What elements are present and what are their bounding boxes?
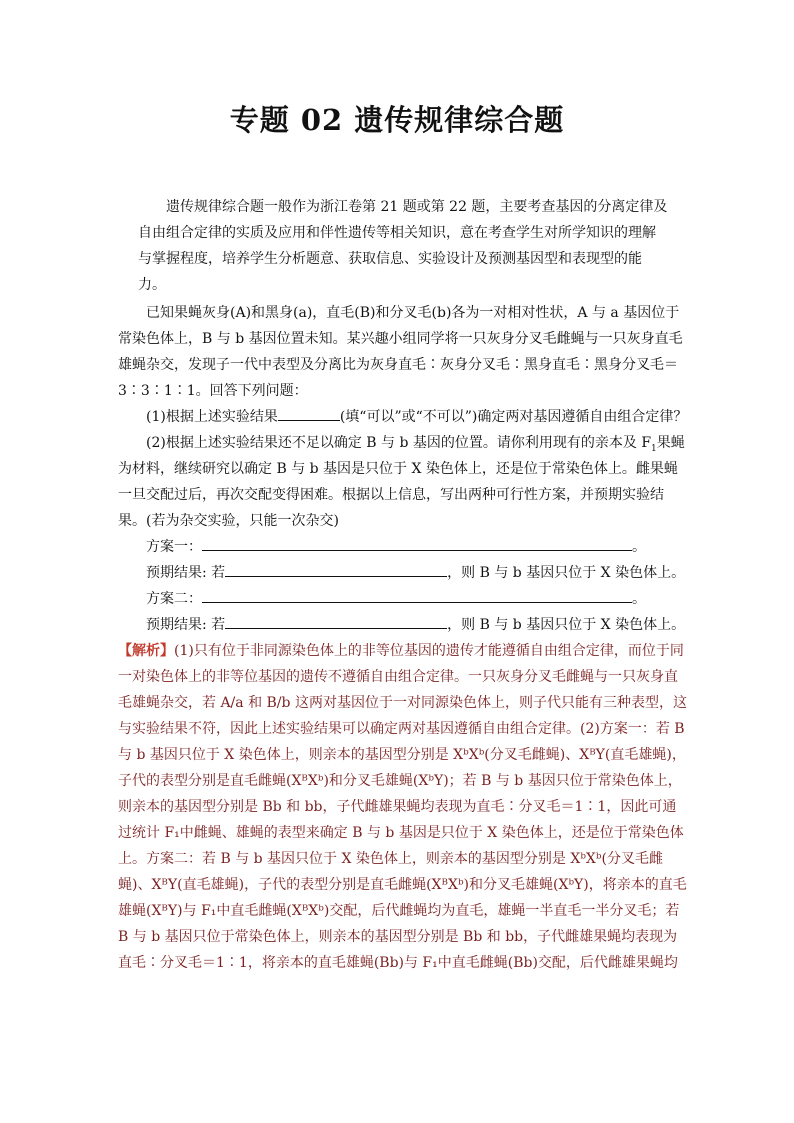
analysis-tag: 【解析】 — [118, 643, 174, 659]
plan-1-label: 方案一： — [146, 539, 202, 555]
plan-2-label: 方案二： — [146, 591, 202, 607]
question-body — [118, 300, 688, 976]
q2-text-part2: 果蝇为材料，继续研究以确定 B 与 b 基因是只位于 X 染色体上，还是位于常染色体上。雌果蝇一旦交配过后，再次交配变得困难。根据以上信息，写出两种可行性方案，并预期实验结果。(若为杂交实验，只能一次杂交) — [118, 435, 685, 529]
expect-2-blank[interactable] — [225, 612, 447, 629]
expect-2-row — [118, 612, 688, 638]
q1-text-after: (填“可以”或“不可以”)确定两对基因遵循自由组合定律？ — [339, 409, 688, 425]
expect-1-label: 预期结果: 若 — [146, 565, 226, 581]
plan-1-period: 。 — [632, 539, 646, 555]
expect-2-label: 预期结果: 若 — [146, 617, 226, 633]
expect-1-row — [118, 560, 688, 586]
q1-answer-blank[interactable] — [278, 404, 340, 421]
expect-1-blank[interactable] — [225, 560, 447, 577]
q2-text-part1: (2)根据上述实验结果还不足以确定 B 与 b 基因的位置。请你利用现有的亲本及 F — [146, 435, 652, 451]
question-2 — [118, 430, 688, 534]
plan-2-blank[interactable] — [202, 586, 632, 603]
analysis-text: (1)只有位于非同源染色体上的非等位基因的遗传才能遵循自由组合定律，而位于同一对染色体上的非等位基因的遗传不遵循自由组合定律。一只灰身分叉毛雌蝇与一只灰身直毛雄蝇杂交，若 A/a 和 B/b 这两对基因位于一对同源染色体上，则子代只能有三种表型，这与实验结果不符，因此上述实验结果可以确定两对基因遵循自由组合定律。(2)方案一：若 B 与 b 基因只位于 X 染色体上，则亲本的基因型分别是 XᵇXᵇ(分叉毛雌蝇)、XᴮY(直毛雄蝇)，子代的表型分别是直毛雌蝇(XᴮXᵇ)和分叉毛雄蝇(XᵇY)；若 B 与 b 基因只位于常染色体上，则亲本的基因型分别是 Bb 和 bb，子代雌雄果蝇均表现为直毛∶分叉毛＝1∶1，因此可通过统计 F₁中雌蝇、雄蝇的表型来确定 B 与 b 基因是只位于 X 染色体上，还是位于常染色体上。方案二：若 B 与 b 基因只位于 X 染色体上，则亲本的基因型分别是 XᵇXᵇ(分叉毛雌蝇)、XᴮY(直毛雄蝇)，子代的表型分别是直毛雌蝇(XᴮXᵇ)和分叉毛雄蝇(XᵇY)，将亲本的直毛雄蝇(XᴮY)与 F₁中直毛雌蝇(XᴮXᵇ)交配，后代雌蝇均为直毛，雄蝇一半直毛一半分叉毛；若 B 与 b 基因只位于常染色体上，则亲本的基因型分别是 Bb 和 bb，子代雌雄果蝇均表现为直毛∶分叉毛＝1∶1，将亲本的直毛雄蝇(Bb)与 F₁中直毛雌蝇(Bb)交配，后代雌雄果蝇均 — [118, 643, 687, 971]
intro-paragraph: 遗传规律综合题一般作为浙江卷第 21 题或第 22 题，主要考查基因的分离定律及自由组合定律的实质及应用和伴性遗传等相关知识，意在考查学生对所学知识的理解与掌握程度，培养学生分析题意、获取信息、实验设计及预测基因型和表现型的能力。 — [138, 199, 668, 293]
question-1 — [118, 404, 688, 430]
expect-1-tail: ，则 B 与 b 基因只位于 X 染色体上。 — [447, 565, 686, 581]
plan-2-row — [118, 586, 688, 612]
page-title: 专题 02 遗传规律综合题 — [229, 103, 565, 137]
plan-1-row — [118, 534, 688, 560]
plan-1-blank[interactable] — [202, 534, 632, 551]
question-stem: 已知果蝇灰身(A)和黑身(a)，直毛(B)和分叉毛(b)各为一对相对性状，A 与 a 基因位于常染色体上，B 与 b 基因位置未知。某兴趣小组同学将一只灰身分叉毛雌蝇与一只灰身直毛雄蝇杂交，发现子一代中表型及分离比为灰身直毛∶灰身分叉毛∶黑身直毛∶黑身分叉毛＝3∶3∶1∶1。回答下列问题： — [118, 305, 683, 399]
plan-2-period: 。 — [632, 591, 646, 607]
q1-text-before: (1)根据上述实验结果 — [146, 409, 278, 425]
expect-2-tail: ，则 B 与 b 基因只位于 X 染色体上。 — [447, 617, 686, 633]
analysis-paragraph — [118, 638, 688, 976]
q2-subscript: 1 — [651, 443, 657, 454]
